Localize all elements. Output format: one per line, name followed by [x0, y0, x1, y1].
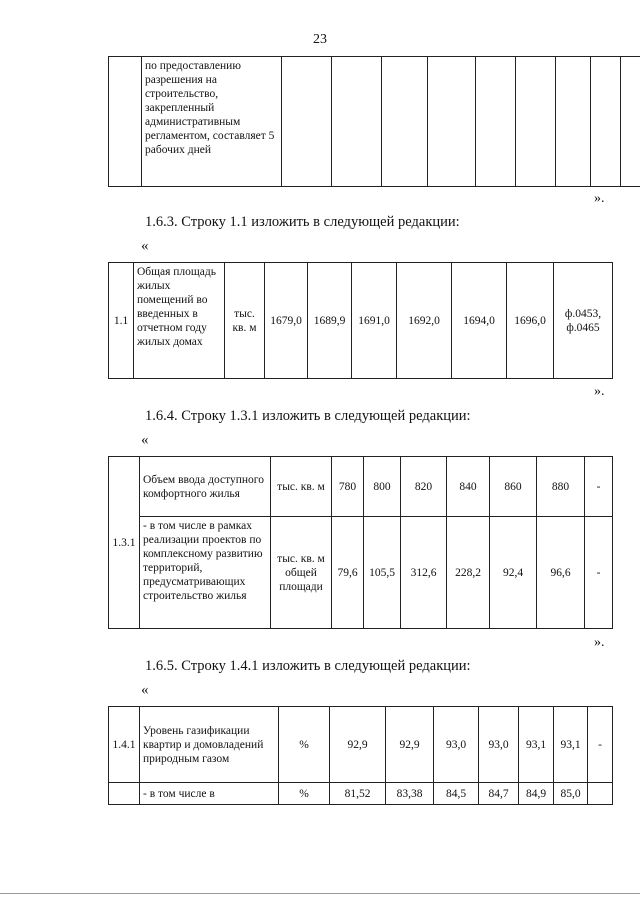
value-cell: 105,5	[364, 517, 401, 629]
cell-empty	[382, 57, 428, 187]
cell-empty	[591, 57, 621, 187]
value-cell: 93,0	[479, 707, 519, 783]
value-cell: 92,9	[386, 707, 434, 783]
indicator-name: Общая площадь жилых помещений во введенных в отчетном году жилых домах	[134, 263, 225, 379]
source: ф.0453, ф.0465	[554, 263, 613, 379]
source: -	[585, 457, 613, 517]
value-cell: 1691,0	[352, 263, 397, 379]
value-cell: 1694,0	[452, 263, 507, 379]
closing-mark: ».	[594, 191, 605, 206]
value-cell: 93,1	[554, 707, 588, 783]
table-continuation	[108, 56, 640, 187]
value-cell: 92,9	[330, 707, 386, 783]
value-cell: 820	[401, 457, 447, 517]
unit: %	[279, 783, 330, 805]
row-number: 1.4.1	[109, 707, 140, 783]
indicator-name: - в том числе в	[140, 783, 279, 805]
value-cell: 84,5	[434, 783, 479, 805]
value-cell: 228,2	[447, 517, 490, 629]
value-cell: 860	[490, 457, 537, 517]
cell-empty	[476, 57, 516, 187]
value-cell: 84,7	[479, 783, 519, 805]
row-number: 1.1	[109, 263, 134, 379]
opening-mark: «	[141, 682, 149, 698]
closing-mark: ».	[594, 384, 605, 399]
unit: тыс. кв. м	[225, 263, 265, 379]
value-cell: 92,4	[490, 517, 537, 629]
cell-empty	[282, 57, 332, 187]
cell-empty	[428, 57, 476, 187]
value-cell: 840	[447, 457, 490, 517]
page-number: 23	[313, 32, 327, 47]
cell-empty	[109, 783, 140, 805]
cell-empty	[109, 57, 142, 187]
value-cell: 1692,0	[397, 263, 452, 379]
indicator-name: - в том числе в рамках реализации проектов по комплексному развитию территорий, предусматривающих строительство жилья	[140, 517, 271, 629]
value-cell: 312,6	[401, 517, 447, 629]
paragraph-1-6-3: 1.6.3. Строку 1.1 изложить в следующей редакции:	[145, 214, 460, 230]
unit: тыс. кв. м общей площади	[271, 517, 332, 629]
table-row-1-1	[108, 262, 613, 379]
source	[588, 783, 613, 805]
value-cell: 1689,9	[308, 263, 352, 379]
unit: %	[279, 707, 330, 783]
page-bottom-edge	[0, 893, 640, 894]
value-cell: 79,6	[332, 517, 364, 629]
value-cell: 780	[332, 457, 364, 517]
opening-mark: «	[141, 432, 149, 448]
source: -	[588, 707, 613, 783]
value-cell: 800	[364, 457, 401, 517]
value-cell: 1696,0	[507, 263, 554, 379]
value-cell: 84,9	[519, 783, 554, 805]
indicator-name: Объем ввода доступного комфортного жилья	[140, 457, 271, 517]
table-row-1-4-1	[108, 706, 613, 805]
value-cell: 93,1	[519, 707, 554, 783]
value-cell: 93,0	[434, 707, 479, 783]
cell-empty	[332, 57, 382, 187]
value-cell: 85,0	[554, 783, 588, 805]
value-cell: 96,6	[537, 517, 585, 629]
opening-mark: «	[141, 238, 149, 254]
unit: тыс. кв. м	[271, 457, 332, 517]
paragraph-1-6-5: 1.6.5. Строку 1.4.1 изложить в следующей редакции:	[145, 658, 471, 674]
cell-empty	[516, 57, 556, 187]
paragraph-1-6-4: 1.6.4. Строку 1.3.1 изложить в следующей редакции:	[145, 408, 471, 424]
value-cell: 1679,0	[265, 263, 308, 379]
value-cell: 83,38	[386, 783, 434, 805]
cell-empty	[556, 57, 591, 187]
cell-empty	[621, 57, 640, 187]
cell-description: по предоставлению разрешения на строительство, закрепленный административным регламентом, составляет 5 рабочих дней	[142, 57, 282, 187]
table-row-1-3-1	[108, 456, 613, 629]
source: -	[585, 517, 613, 629]
value-cell: 880	[537, 457, 585, 517]
value-cell: 81,52	[330, 783, 386, 805]
row-number: 1.3.1	[109, 457, 140, 629]
indicator-name: Уровень газификации квартир и домовладений природным газом	[140, 707, 279, 783]
closing-mark: ».	[594, 635, 605, 650]
